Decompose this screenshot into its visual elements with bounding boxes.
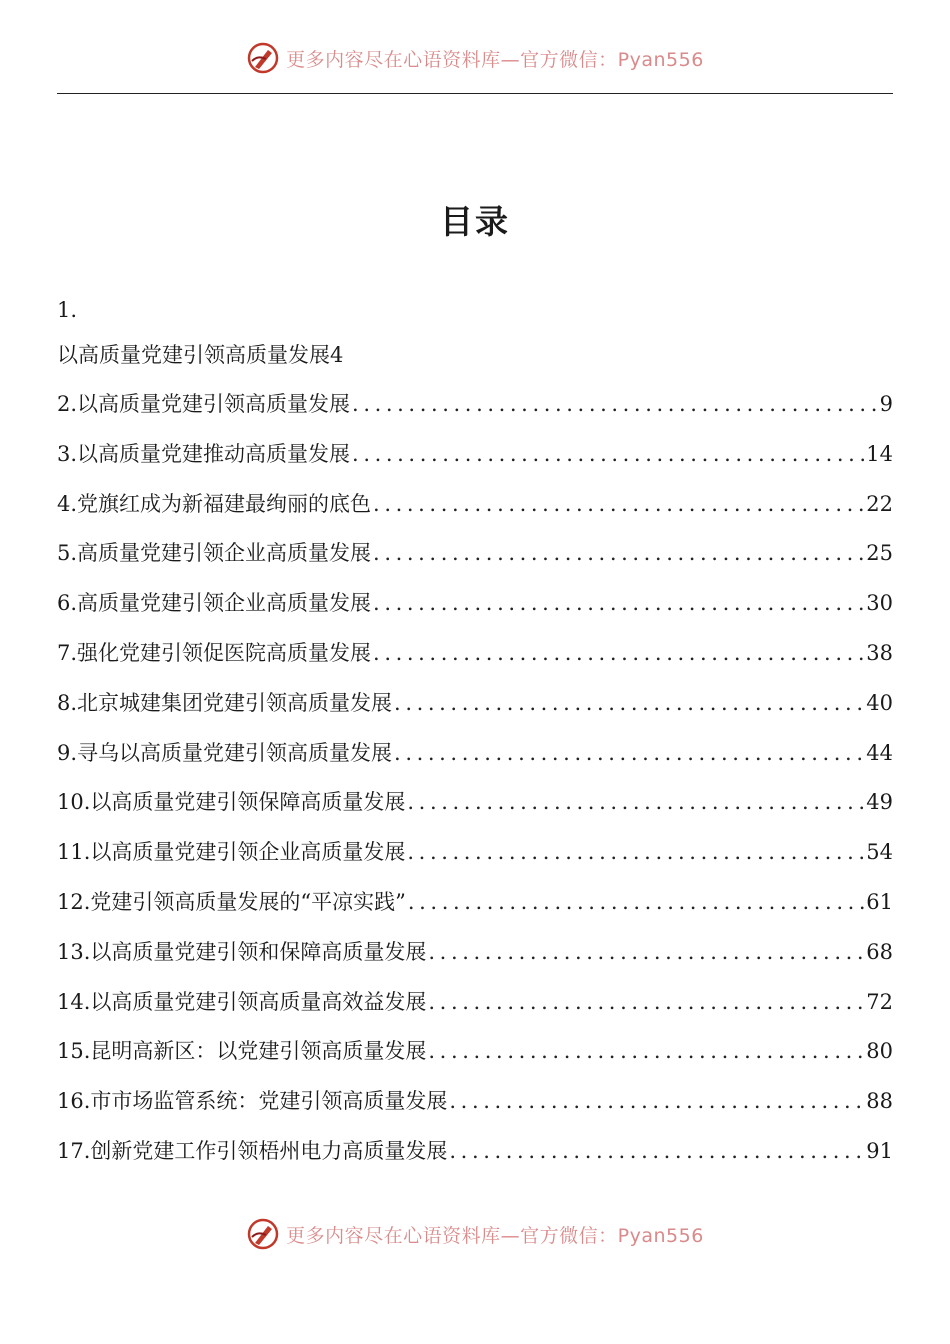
toc-page-number: 38 — [866, 640, 893, 665]
toc-page-number: 72 — [866, 989, 893, 1014]
toc-dot-leader — [428, 1027, 864, 1077]
toc-entry-title: 9.寻乌以高质量党建引领高质量发展 — [57, 740, 393, 765]
toc-list — [57, 380, 893, 1177]
toc-page-number: 54 — [866, 840, 893, 865]
toc-entry-title: 2.以高质量党建引领高质量发展 — [57, 392, 351, 416]
toc-entry[interactable] — [57, 430, 893, 480]
toc-page-number: 68 — [866, 939, 893, 964]
toc-dot-leader — [394, 679, 864, 729]
toc-entry[interactable] — [57, 1027, 893, 1077]
toc-entry-title: 17.创新党建工作引领梧州电力高质量发展 — [57, 1138, 448, 1163]
toc-dot-leader — [352, 380, 878, 430]
toc-entry-title: 14.以高质量党建引领高质量高效益发展 — [57, 989, 427, 1014]
toc-entry-title[interactable]: 以高质量党建引领高质量发展4 — [57, 343, 344, 367]
toc-entry-title: 11.以高质量党建引领企业高质量发展 — [57, 840, 406, 865]
toc-entry[interactable] — [57, 978, 893, 1028]
toc-entry[interactable] — [57, 679, 893, 729]
toc-dot-leader — [394, 729, 864, 779]
toc-entry-title: 8.北京城建集团党建引领高质量发展 — [57, 690, 393, 715]
page-title: 目录 — [440, 202, 510, 241]
footer-watermark — [0, 1214, 950, 1254]
toc-dot-leader — [449, 1127, 864, 1177]
header-watermark — [0, 38, 950, 78]
toc-dot-leader — [373, 579, 864, 629]
toc-entry[interactable] — [57, 480, 893, 530]
toc-entry[interactable] — [57, 529, 893, 579]
toc-dot-leader — [407, 828, 864, 878]
toc-page-number: 91 — [866, 1138, 893, 1163]
toc-page-number: 22 — [866, 491, 893, 516]
toc-entry[interactable] — [57, 579, 893, 629]
toc-entry-title: 3.以高质量党建推动高质量发展 — [57, 441, 351, 466]
header-divider — [57, 93, 893, 94]
toc-dot-leader — [373, 629, 864, 679]
toc-entry-title: 16.市市场监管系统：党建引领高质量发展 — [57, 1089, 448, 1114]
toc-page-number: 44 — [866, 740, 893, 765]
toc-entry-title: 10.以高质量党建引领保障高质量发展 — [57, 790, 406, 815]
toc-dot-leader — [373, 529, 864, 579]
toc-page-number: 14 — [866, 441, 893, 466]
toc-page-number: 80 — [866, 1039, 893, 1064]
toc-entry[interactable] — [57, 729, 893, 779]
toc-entry-title: 13.以高质量党建引领和保障高质量发展 — [57, 939, 427, 964]
toc-entry[interactable] — [57, 828, 893, 878]
watermark-text: 更多内容尽在心语资料库—官方微信：Pyan556 — [286, 48, 704, 71]
table-of-contents — [57, 290, 893, 1177]
toc-page-number: 25 — [866, 541, 893, 566]
toc-entry-number: 1. — [57, 298, 78, 322]
toc-dot-leader — [373, 480, 864, 530]
toc-page-number: 9 — [879, 392, 893, 416]
toc-dot-leader — [428, 928, 864, 978]
toc-entry[interactable] — [57, 1127, 893, 1177]
toc-dot-leader — [449, 1077, 864, 1127]
toc-entry[interactable] — [57, 778, 893, 828]
toc-page-number: 40 — [866, 690, 893, 715]
toc-page-number: 61 — [866, 889, 893, 914]
toc-entry-title: 15.昆明高新区：以党建引领高质量发展 — [57, 1039, 427, 1064]
toc-entry[interactable] — [57, 878, 893, 928]
toc-entry[interactable] — [57, 1077, 893, 1127]
toc-entry-title: 4.党旗红成为新福建最绚丽的底色 — [57, 491, 372, 516]
toc-entry[interactable] — [57, 380, 893, 430]
toc-entry-title: 6.高质量党建引领企业高质量发展 — [57, 591, 372, 616]
toc-page-number: 30 — [866, 591, 893, 616]
toc-entry-title: 12.党建引领高质量发展的“平凉实践” — [57, 889, 406, 914]
watermark-text: 更多内容尽在心语资料库—官方微信：Pyan556 — [286, 1224, 704, 1247]
pen-nib-logo-icon — [246, 41, 280, 75]
pen-nib-logo-icon — [246, 1217, 280, 1251]
toc-dot-leader — [352, 430, 864, 480]
toc-page-number: 88 — [866, 1089, 893, 1114]
toc-entry[interactable] — [57, 629, 893, 679]
toc-dot-leader — [408, 878, 864, 928]
toc-entry[interactable] — [57, 928, 893, 978]
toc-entry-title: 5.高质量党建引领企业高质量发展 — [57, 541, 372, 566]
toc-entry-title: 7.强化党建引领促医院高质量发展 — [57, 640, 372, 665]
toc-page-number: 49 — [866, 790, 893, 815]
toc-dot-leader — [407, 778, 864, 828]
toc-dot-leader — [428, 978, 864, 1028]
